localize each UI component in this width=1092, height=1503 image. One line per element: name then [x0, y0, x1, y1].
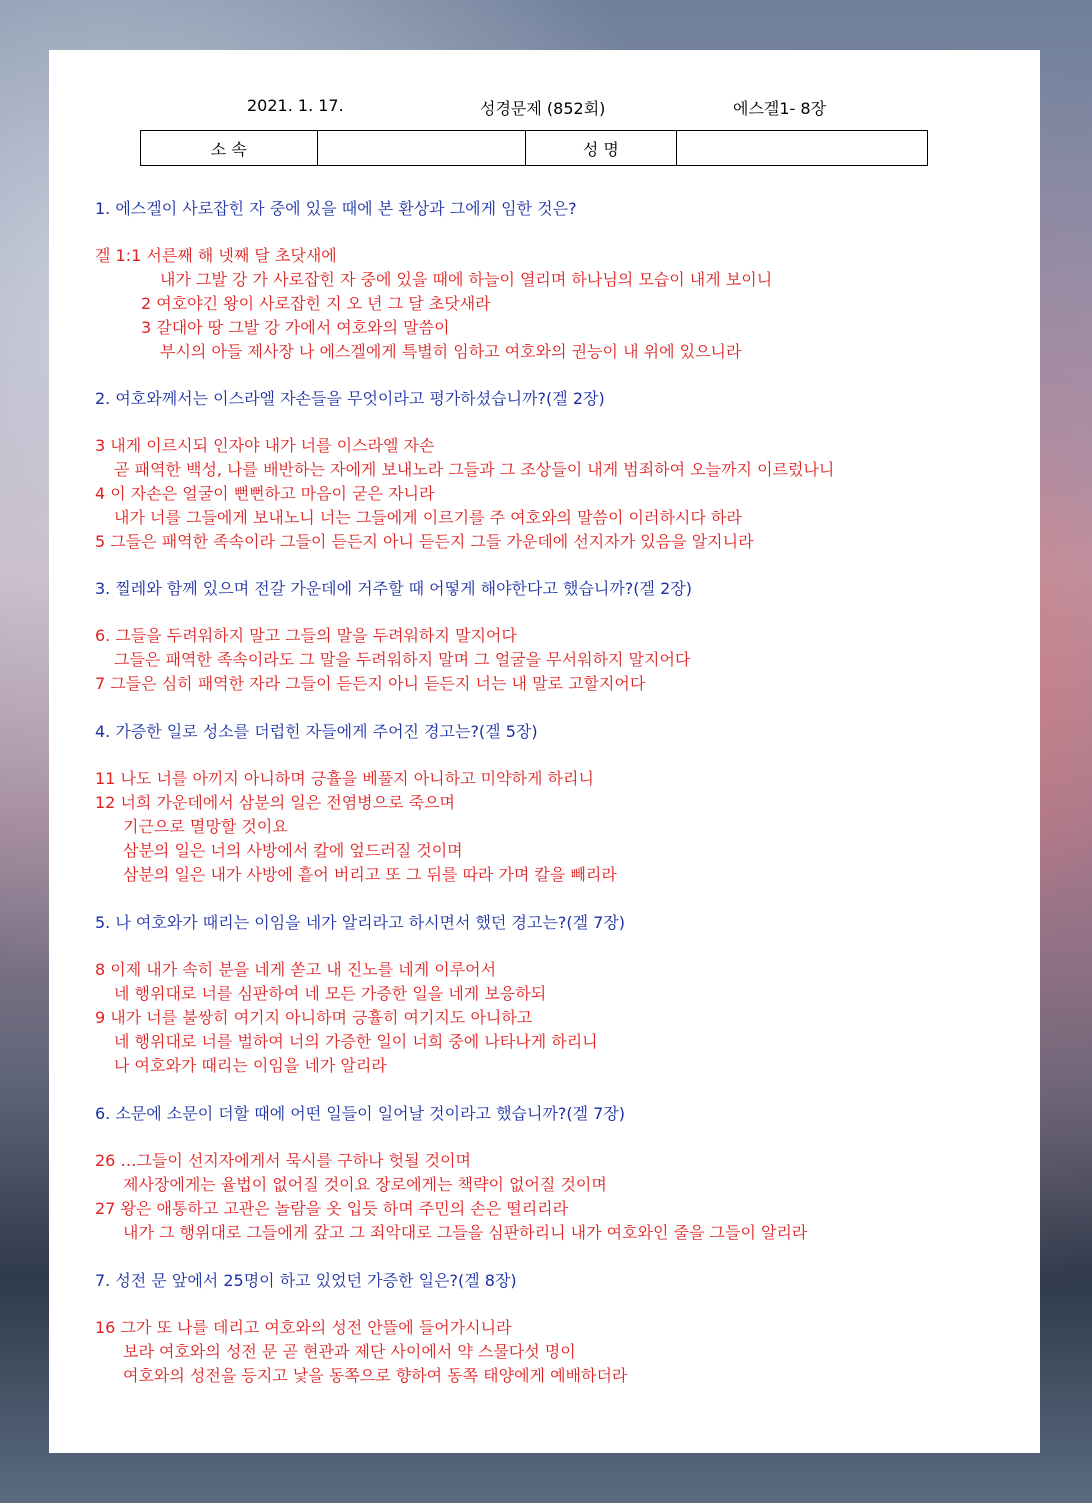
answer-line: 네 행위대로 너를 벌하여 너의 가증한 일이 너희 중에 나타나게 하리니	[114, 1032, 598, 1051]
answer-line: 5 그들은 패역한 족속이라 그들이 듣든지 아니 듣든지 그들 가운데에 선지자가 있음을 알지니라	[95, 532, 754, 551]
answer-line: 부시의 아들 제사장 나 에스겔에게 특별히 임하고 여호와의 권능이 내 위에 있으니라	[160, 342, 742, 361]
answer-line: 곧 패역한 백성, 나를 배반하는 자에게 보내노라 그들과 그 조상들이 내게 범죄하여 오늘까지 이르렀나니	[114, 460, 835, 479]
answer-line: 7 그들은 심히 패역한 자라 그들이 듣든지 아니 듣든지 너는 내 말로 고할지어다	[95, 674, 646, 693]
answer-line: 삼분의 일은 너의 사방에서 칼에 엎드러질 것이며	[123, 841, 463, 860]
answer-line: 16 그가 또 나를 데리고 여호와의 성전 안뜰에 들어가시니라	[95, 1318, 512, 1337]
chapter-range: 에스겔1- 8장	[733, 99, 827, 118]
info-table	[140, 130, 928, 166]
answer-line: 그들은 패역한 족속이라도 그 말을 두려워하지 말며 그 얼굴을 무서워하지 말지어다	[114, 650, 691, 669]
answer-line: 여호와의 성전을 등지고 낯을 동쪽으로 향하여 동쪽 태양에게 예배하더라	[123, 1366, 628, 1385]
question-5: 5. 나 여호와가 때리는 이임을 네가 알리라고 하시면서 했던 경고는?(겔 7장)	[95, 913, 626, 932]
answer-line: 8 이제 내가 속히 분을 네게 쏟고 내 진노를 네게 이루어서	[95, 960, 497, 979]
answer-line: 삼분의 일은 내가 사방에 흩어 버리고 또 그 뒤를 따라 가며 칼을 빼리라	[123, 865, 617, 884]
answer-line: 2 여호야긴 왕이 사로잡힌 지 오 년 그 달 초닷새라	[141, 294, 491, 313]
answer-line: 내가 그발 강 가 사로잡힌 자 중에 있을 때에 하늘이 열리며 하나님의 모습이 내게 보이니	[160, 270, 773, 289]
answer-line: 4 이 자손은 얼굴이 뻔뻔하고 마음이 굳은 자니라	[95, 484, 435, 503]
question-7: 7. 성전 문 앞에서 25명이 하고 있었던 가증한 일은?(겔 8장)	[95, 1271, 517, 1290]
name-field[interactable]	[677, 131, 927, 165]
question-3: 3. 찔레와 함께 있으며 전갈 가운데에 거주할 때 어떻게 해야한다고 했습니까?(겔 2장)	[95, 579, 692, 598]
name-label: 성 명	[526, 131, 677, 165]
answer-line: 3 갈대아 땅 그발 강 가에서 여호와의 말씀이	[141, 318, 450, 337]
answer-line: 11 나도 너를 아끼지 아니하며 긍휼을 베풀지 아니하고 미약하게 하리니	[95, 769, 594, 788]
worksheet-title: 성경문제 (852회)	[480, 99, 606, 118]
answer-line: 겔 1:1 서른째 해 넷째 달 초닷새에	[95, 246, 337, 265]
question-2: 2. 여호와께서는 이스라엘 자손들을 무엇이라고 평가하셨습니까?(겔 2장)	[95, 389, 605, 408]
question-1: 1. 에스겔이 사로잡힌 자 중에 있을 때에 본 환상과 그에게 임한 것은?	[95, 199, 577, 218]
answer-line: 내가 너를 그들에게 보내노니 너는 그들에게 이르기를 주 여호와의 말씀이 이러하시다 하라	[114, 508, 742, 527]
answer-line: 6. 그들을 두려워하지 말고 그들의 말을 두려워하지 말지어다	[95, 626, 517, 645]
affiliation-field[interactable]	[318, 131, 526, 165]
question-4: 4. 가증한 일로 성소를 더럽힌 자들에게 주어진 경고는?(겔 5장)	[95, 722, 538, 741]
date-text: 2021. 1. 17.	[247, 96, 344, 115]
answer-line: 3 내게 이르시되 인자야 내가 너를 이스라엘 자손	[95, 436, 435, 455]
answer-line: 기근으로 멸망할 것이요	[123, 817, 288, 836]
worksheet-paper	[49, 50, 1040, 1453]
answer-line: 네 행위대로 너를 심판하여 네 모든 가증한 일을 네게 보응하되	[114, 984, 547, 1003]
answer-line: 12 너희 가운데에서 삼분의 일은 전염병으로 죽으며	[95, 793, 455, 812]
answer-line: 나 여호와가 때리는 이임을 네가 알리라	[114, 1056, 387, 1075]
affiliation-label: 소 속	[141, 131, 318, 165]
answer-line: 내가 그 행위대로 그들에게 갚고 그 죄악대로 그들을 심판하리니 내가 여호와인 줄을 그들이 알리라	[123, 1223, 808, 1242]
answer-line: 9 내가 너를 불쌍히 여기지 아니하며 긍휼히 여기지도 아니하고	[95, 1008, 533, 1027]
answer-line: 보라 여호와의 성전 문 곧 현관과 제단 사이에서 약 스물다섯 명이	[123, 1342, 576, 1361]
answer-line: 제사장에게는 율법이 없어질 것이요 장로에게는 책략이 없어질 것이며	[123, 1175, 607, 1194]
answer-line: 27 왕은 애통하고 고관은 놀람을 옷 입듯 하며 주민의 손은 떨리리라	[95, 1199, 569, 1218]
worksheet-header	[49, 96, 1040, 120]
question-6: 6. 소문에 소문이 더할 때에 어떤 일들이 일어날 것이라고 했습니까?(겔 7장)	[95, 1104, 626, 1123]
answer-line: 26 …그들이 선지자에게서 묵시를 구하나 헛될 것이며	[95, 1151, 471, 1170]
